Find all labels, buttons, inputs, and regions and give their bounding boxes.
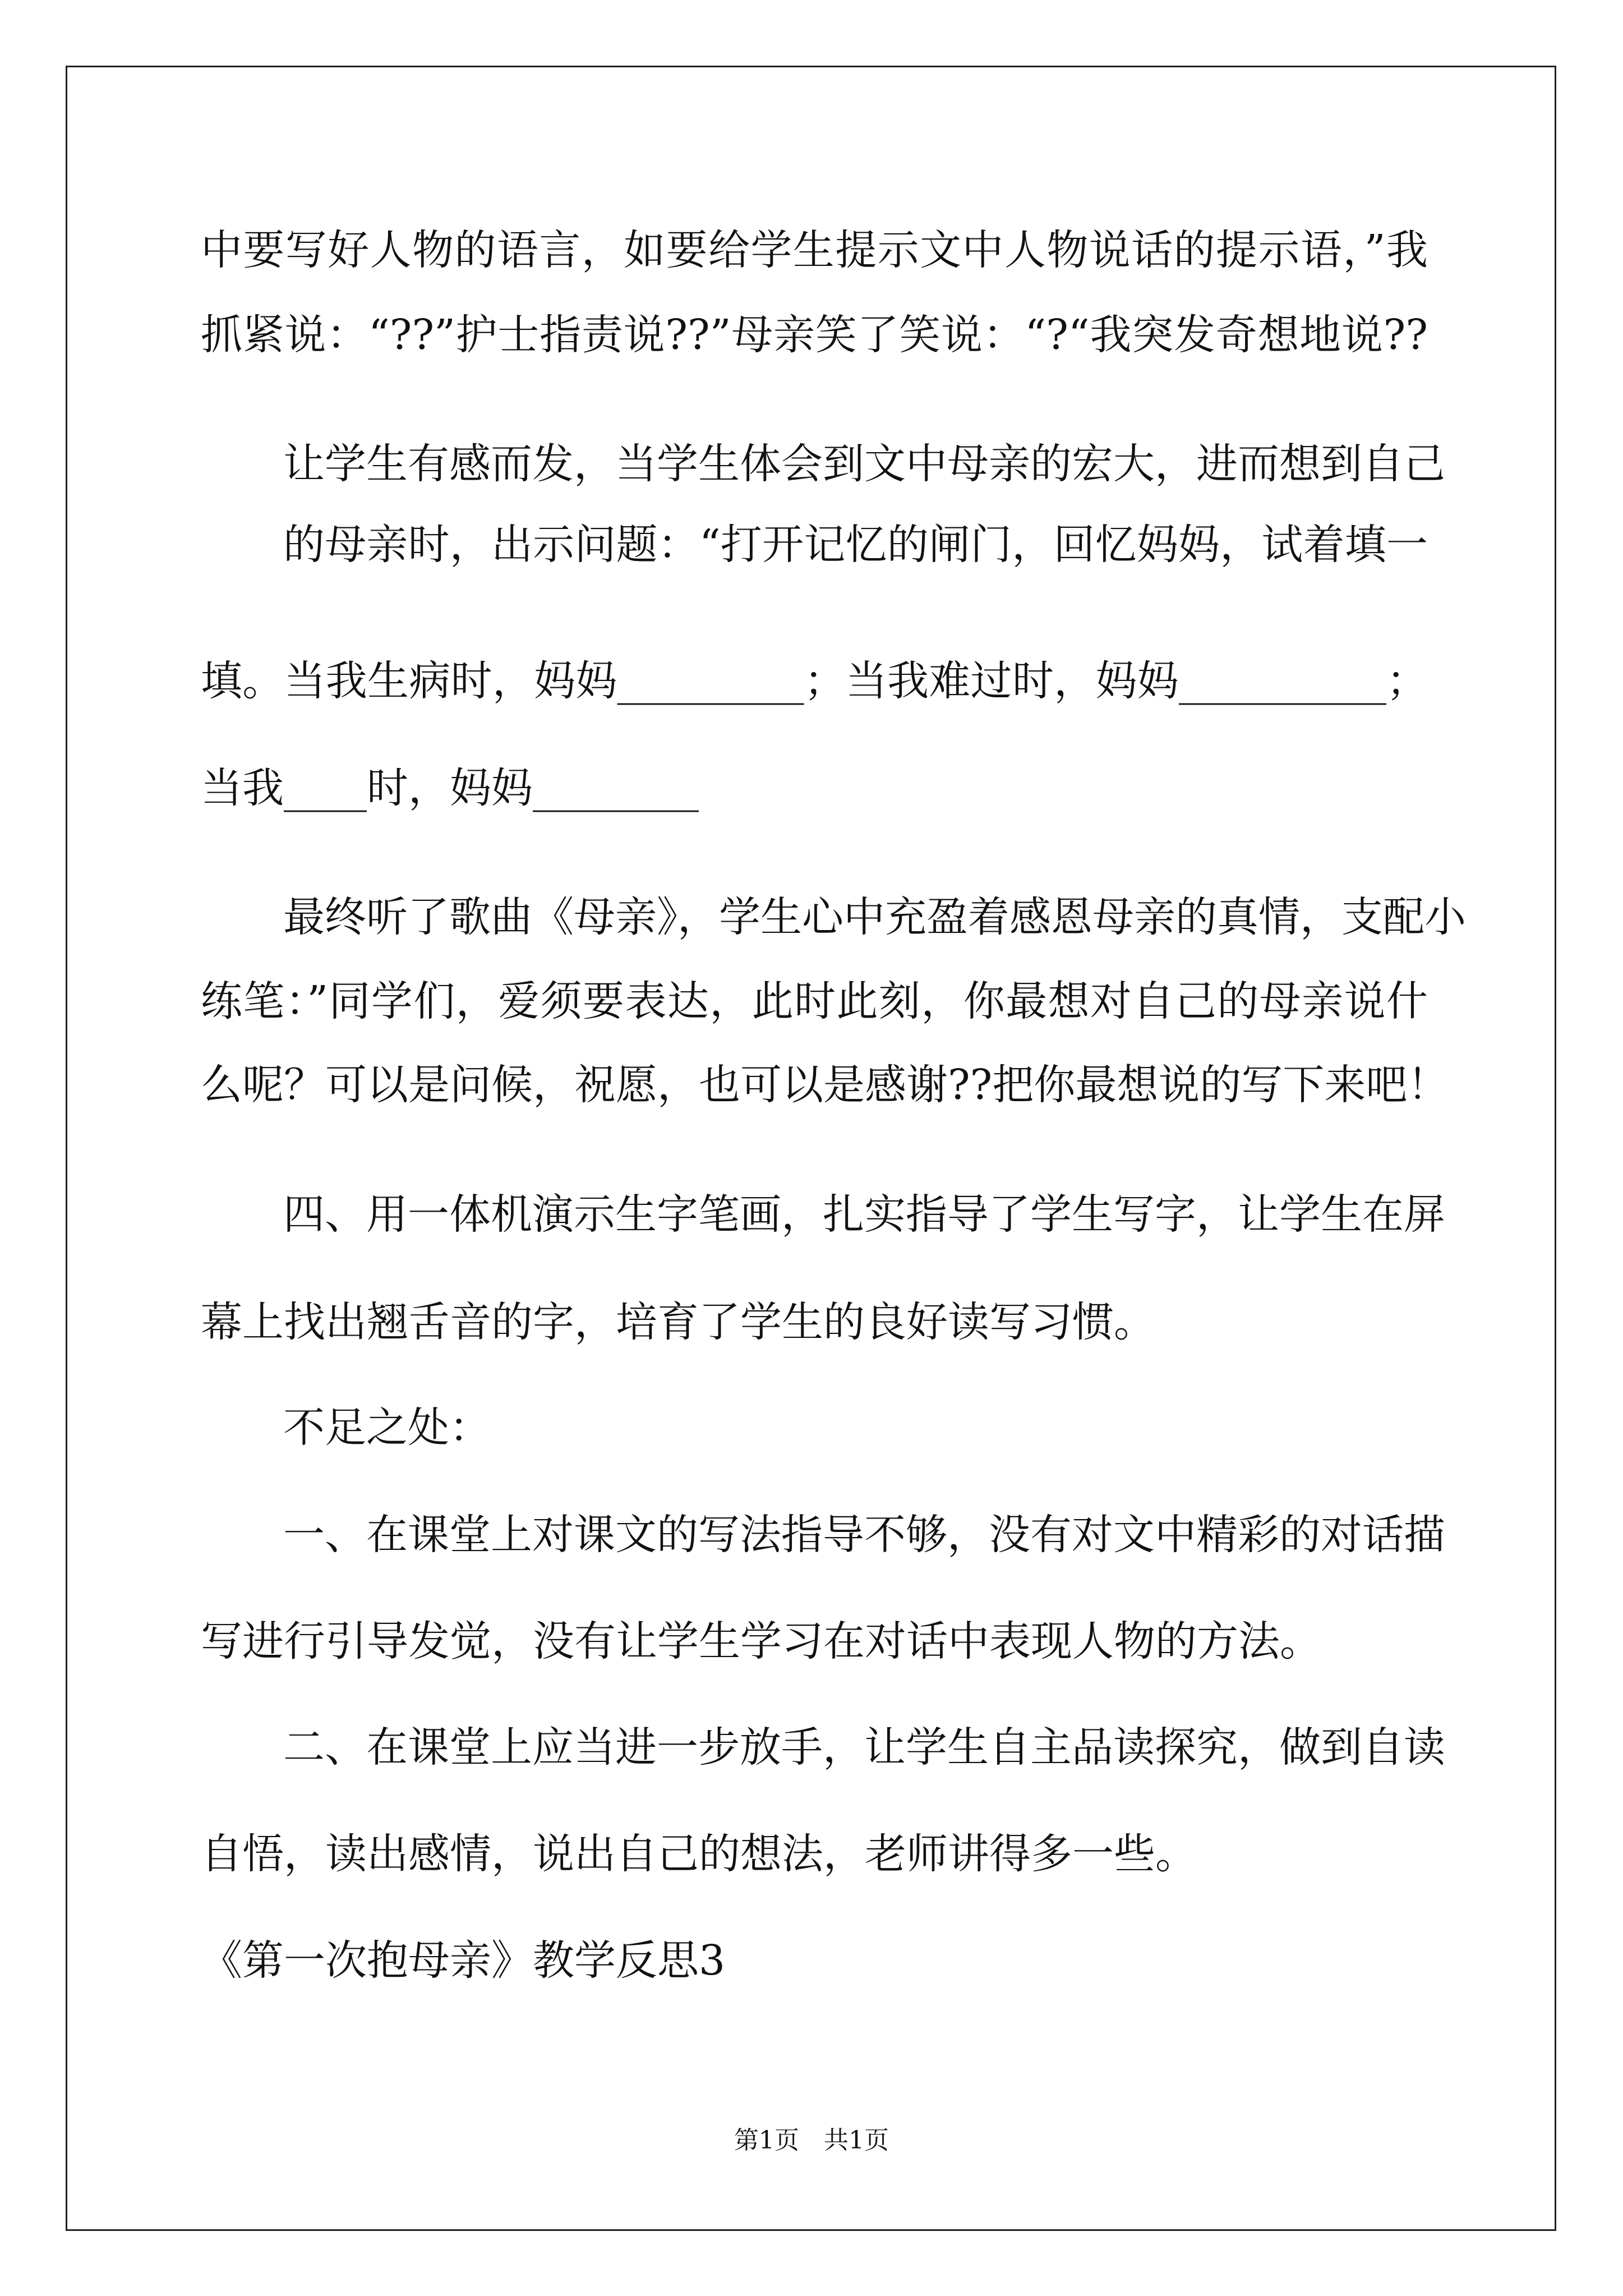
text-line: 自悟，读出感情，说出自己的想法，老师讲得多一些。 xyxy=(201,1830,1197,1878)
text-line: 四、用一体机演示生字笔画，扎实指导了学生写字，让学生在屏 xyxy=(283,1190,1445,1239)
text-line: 不足之处： xyxy=(283,1404,491,1452)
text-line: 幕上找出翘舌音的字，培育了学生的良好读写习惯。 xyxy=(201,1298,1155,1346)
text-line: 当我____时，妈妈________ xyxy=(201,764,699,812)
page-footer: 第1页 共1页 xyxy=(734,2126,889,2155)
page-border xyxy=(66,66,1556,2231)
text-line: 的母亲时，出示问题：“打开记忆的闸门，回忆妈妈，试着填一 xyxy=(283,521,1428,569)
text-line: 二、在课堂上应当进一步放手，让学生自主品读探究，做到自读 xyxy=(283,1723,1445,1772)
text-line: 填。当我生病时，妈妈_________；当我难过时，妈妈__________； xyxy=(201,657,1428,705)
text-line: 写进行引导发觉，没有让学生学习在对话中表现人物的方法。 xyxy=(201,1617,1321,1665)
section-heading: 《第一次抱母亲》教学反思3 xyxy=(201,1936,726,1985)
text-line: 抓紧说：“??”护士指责说??”母亲笑了笑说：“?“我突发奇想地说?? xyxy=(201,311,1428,359)
text-line: 练笔：”同学们，爱须要表达，此时此刻，你最想对自己的母亲说什 xyxy=(201,977,1428,1025)
text-line: 一、在课堂上对课文的写法指导不够，没有对文中精彩的对话描 xyxy=(283,1511,1445,1559)
text-line: 让学生有感而发，当学生体会到文中母亲的宏大，进而想到自己 xyxy=(283,440,1445,488)
text-line: 最终听了歌曲《母亲》，学生心中充盈着感恩母亲的真情，支配小 xyxy=(283,893,1466,941)
text-line: 中要写好人物的语言，如要给学生提示文中人物说话的提示语，”我 xyxy=(201,226,1428,274)
text-line: 么呢？可以是问候，祝愿，也可以是感谢??把你最想说的写下来吧！ xyxy=(201,1061,1449,1109)
